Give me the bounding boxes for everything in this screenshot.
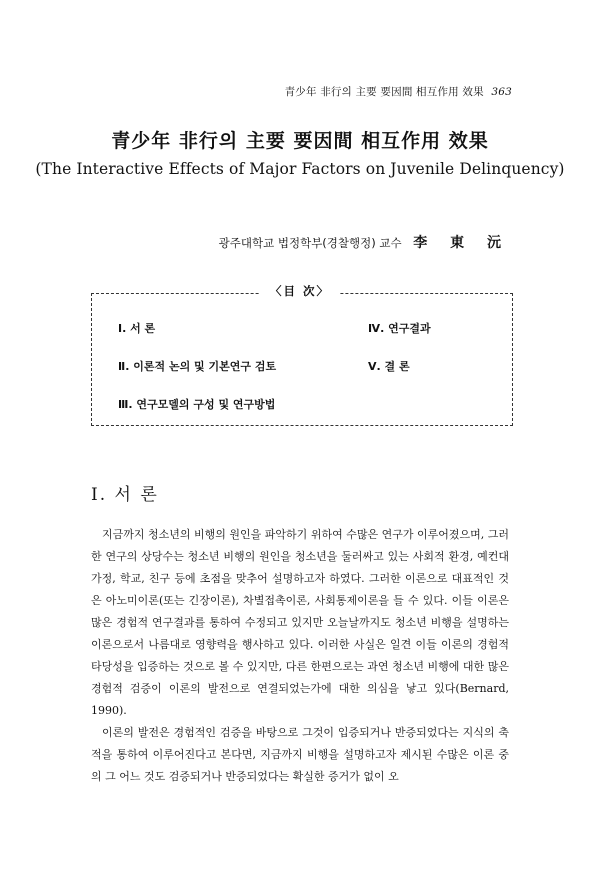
paper-title-english: (The Interactive Effects of Major Factors on Juvenile Delinquency) [35,160,565,178]
toc-title: 〈目 次〉 [260,284,340,298]
running-title: 青少年 非行의 主要 要因間 相互作用 效果 [284,86,484,98]
page-number: 363 [491,86,512,98]
toc-item-introduction: Ⅰ. 서 론 [118,322,156,335]
body-paragraph: 지금까지 청소년의 비행의 원인을 파악하기 위하여 수많은 연구가 이루어졌으며, 그러한 연구의 상당수는 청소년 비행의 원인을 청소년을 둘러싸고 있는 사회적 환경, 예컨대 가정, 학교, 친구 등에 초점을 맞추어 설명하고자 하였다. 그러한 이론으로 대표적인 것은 아노미이론(또는 긴장이론), 차별접촉이론, 사회통제이론을 들 수 있다. 이들 이론은 많은 경험적 연구결과를 통하여 수정되고 있지만 오늘날까지도 청소년 비행을 설명하는 이론으로서 나름대로 영향력을 행사하고 있다. 이러한 사실은 일견 이들 이론의 경험적 타당성을 입증하는 것으로 볼 수 있지만, 다른 한편으로는 과연 청소년 비행에 대한 많은 경험적 검증이 이론의 발전으로 연결되었는가에 대한 의심을 낳고 있다(Bernard, 1990). [91,528,509,717]
author-name: 李 東 沅 [413,235,510,251]
author-affiliation: 광주대학교 법정학부(경찰행정) 교수 [218,236,402,250]
body-text [91,524,509,788]
toc-item-results: Ⅳ. 연구결과 [368,322,431,335]
body-paragraph: 이론의 발전은 경험적인 검증을 바탕으로 그것이 입증되거나 반증되었다는 지식의 축적을 통하여 이루어진다고 본다면, 지금까지 비행을 설명하고자 제시된 수많은 이론 중의 그 어느 것도 검증되거나 반증되었다는 확실한 증거가 없이 오 [91,726,509,783]
toc-item-theory-review: Ⅱ. 이론적 논의 및 기본연구 검토 [118,360,277,373]
author-line [219,232,510,252]
paper-title-korean: 青少年 非行의 主要 要因間 相互作用 效果 [111,130,489,152]
section-heading-introduction: Ⅰ. 서 론 [91,485,159,505]
running-header [285,84,512,99]
toc-item-conclusion: Ⅴ. 결 론 [368,360,410,373]
toc-title-wrapper [0,280,600,299]
toc-item-model-method: Ⅲ. 연구모델의 구성 및 연구방법 [118,398,276,411]
